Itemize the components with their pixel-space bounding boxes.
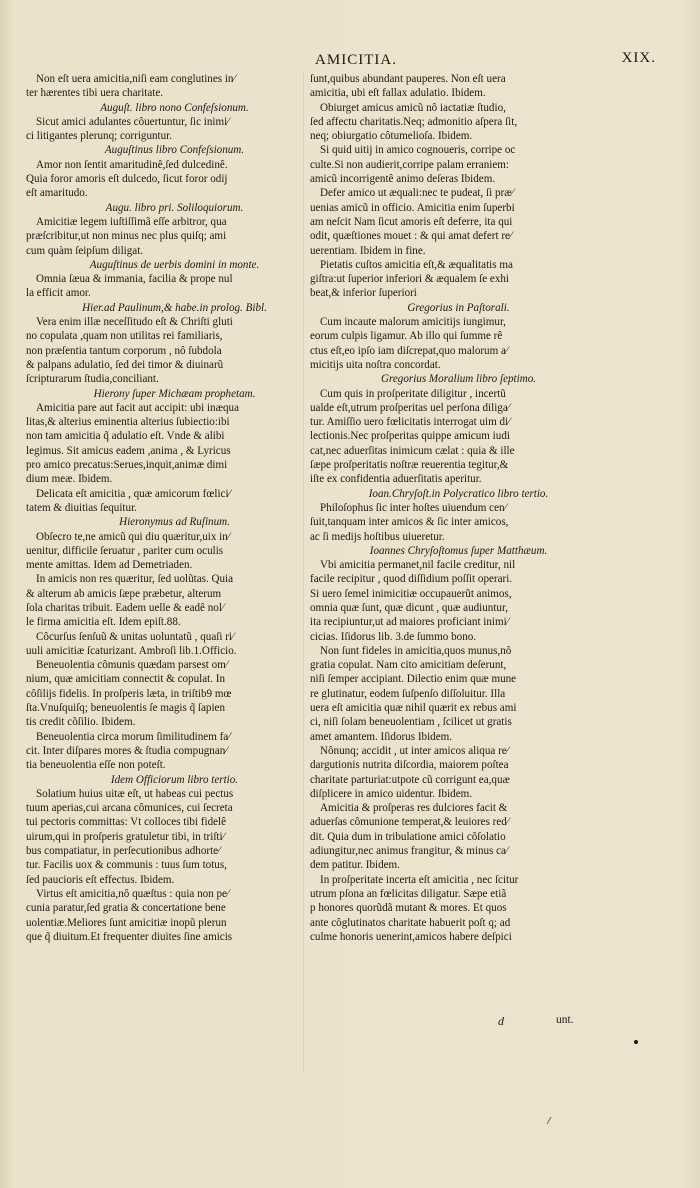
text-line: eſt amaritudo. [26, 187, 88, 200]
text-line: præſcribitur,ut non minus nec plus quiſq; ami [26, 230, 227, 243]
text-line: dit. Quia dum in tribulatione amici côſolatio [310, 830, 506, 843]
text-line: que q̃ diuitum.Et frequenter diuites ſine amicis [26, 930, 233, 943]
source-reference: Hierony ſuper Michæam prophetam. [93, 387, 256, 400]
text-line: dargutionis nutrita diſcordia, maiorem poſtea [310, 759, 509, 772]
source-reference: Gregorius Moralium libro ſeptimo. [380, 373, 537, 386]
paper-scratch [547, 1117, 552, 1124]
text-line: cat,nec aduerſitas inimicum cælat : quia & ille [310, 444, 515, 457]
text-line: Nônunq; accidit , ut inter amicos aliqua re⁄ [320, 744, 509, 757]
text-line: diſplicere in amico uidentur. Ibidem. [310, 787, 473, 800]
text-line: ſcripturarum ſtudia,conciliant. [26, 373, 159, 386]
text-line: ac ſi medijs hoſtibus uiueretur. [310, 530, 445, 543]
source-reference: Auguſt. libro nono Confeſsionum. [100, 101, 249, 114]
text-line: cum quàm ſeipſum diligat. [26, 244, 144, 257]
text-line: ſola charitas tribuit. Eadem uelle & eadê nol⁄ [26, 601, 224, 614]
text-line: ctus eſt,eo ipſo iam diſcrepat,quo malorum a⁄ [310, 344, 508, 357]
text-line: gratia copulat. Nam cito amicitiam deſerunt, [310, 659, 507, 672]
text-line: Cum incaute malorum amicitijs iungimur, [320, 316, 506, 329]
text-line: lectionis.Nec proſperitas quippe amicum iudi [310, 430, 510, 443]
text-line: Omnia ſæua & immania, facilia & prope nul [36, 273, 233, 286]
text-line: Virtus eſt amicitia,nô quæſtus : quia non pe⁄ [36, 887, 229, 900]
text-line: neq; obiurgatio côtumelioſa. Ibidem. [310, 130, 473, 143]
text-line: côſilijs fidelis. In proſperis læta, in triſtib9 mœ [26, 687, 232, 700]
text-line: culme honoris uenerint,amicos habere deſpici [310, 930, 512, 943]
text-line: litas,& alterius eminentia alterius ſubiectio:ibi [26, 416, 230, 429]
text-line: eorum culpis ligamur. Ab illo qui ſumme rê [310, 330, 503, 343]
source-reference: Hier.ad Paulinum,& habe.in prolog. Bibl. [82, 301, 267, 314]
text-line: Amicitia & proſperas res dulciores facit & [320, 802, 508, 815]
text-line: ualde eſt,utrum proſperitas uel perſona diliga⁄ [310, 401, 510, 414]
text-line: ſed affectu charitatis.Neq; admonitio aſpera ſit, [310, 115, 518, 128]
text-line: Non eſt uera amicitia,niſi eam conglutines in⁄ [36, 73, 236, 85]
source-reference: Idem Officiorum libro tertio. [110, 773, 239, 786]
text-line: Delicata eſt amicitia , quæ amicorum fœlici⁄ [36, 487, 231, 500]
text-line: uolentiæ.Meliores ſunt amicitiæ inopũ plerun [26, 916, 227, 929]
text-line: tur. Amiſſio uero fœlicitatis interrogat uim di⁄ [310, 416, 510, 429]
text-line: nium, quæ amicitiam connectit & copulat. In [26, 673, 226, 686]
text-line: ſuit,tanquam inter amicos & ſic inter amicos, [310, 516, 509, 529]
source-reference: Gregorius in Paſtorali. [407, 301, 510, 314]
text-line: tur. Facilis uox & communis : tuus ſum totus, [26, 859, 227, 872]
text-line: tia beneuolentia eſſe non poteſt. [26, 759, 166, 772]
text-line: dium meæ. Ibidem. [26, 473, 113, 486]
text-line: Beneuolentia cômunis quædam parsest om⁄ [36, 659, 228, 672]
text-line: bus compatiatur, in perſecutionibus adhorte⁄ [26, 845, 220, 858]
source-reference: Auguſtinus libro Confeſsionum. [104, 144, 245, 157]
text-line: beat,& inferior ſuperiori [310, 287, 417, 300]
text-line: facile recipitur , quod diſſidium poſſit operari. [310, 573, 513, 586]
text-line: non præſentia tantum corporum , nô ſubdola [26, 344, 222, 357]
text-line: & alterum ab amicis ſæpe præbetur, alterum [26, 587, 222, 600]
text-line: uerentiam. Ibidem in fine. [310, 244, 426, 257]
text-line: In amicis non res quæritur, ſed uolũtas. Quia [36, 573, 234, 586]
running-header [56, 50, 656, 74]
text-line: niſi ſemper accipiant. Dilectio enim quæ mune [310, 673, 517, 686]
source-reference: Auguſtinus de uerbis domini in monte. [89, 258, 260, 271]
text-line: amet amantem. Iſidorus Ibidem. [310, 730, 453, 743]
text-line: ci, niſi ſolam beneuolentiam , ſcilicet ut gratis [310, 716, 512, 729]
text-line: odit, quæſtiones mouet : & qui amat defert re⁄ [310, 230, 512, 243]
text-line: uenias amicũ in officio. Amicitia enim ſuperbi [310, 201, 515, 214]
text-line: tis credit cõſilio. Ibidem. [26, 716, 136, 729]
text-line: adiungitur,nec animus frangitur, & minus ca⁄ [310, 845, 508, 858]
ink-dot [634, 1040, 638, 1044]
text-line: legimus. Sit amicus eadem ,anima , & Lyricus [26, 444, 231, 457]
text-line: amicũ incorrigentê animo deſeras Ibidem. [310, 173, 496, 186]
text-line: Defer amico ut æquali:nec te pudeat, ſi præ⁄ [320, 187, 514, 200]
running-title: AMICITIA. [315, 52, 397, 68]
source-reference: Augu. libro pri. Soliloquiorum. [105, 201, 244, 214]
text-line: uenitur, difficile ſeruatur , pariter cum oculis [26, 544, 224, 557]
text-line: Vbi amicitia permanet,nil facile creditur, nil [320, 559, 516, 572]
text-line: tuum aperias,cui arcana cômunices, cui ſecreta [26, 802, 233, 815]
text-line: Si quid uitij in amico cognoueris, corripe oc [320, 144, 516, 157]
catchword: unt. [556, 1014, 574, 1026]
text-line: ſta.Vnuſquiſq; beneuolentis ſe magis q̃ ſapien [26, 702, 226, 715]
text-line: Côcurſus ſenſuũ & unitas uoluntatũ , quaſi ri⁄ [36, 630, 234, 643]
source-reference: Hieronymus ad Ruſinum. [119, 516, 230, 529]
text-line: re glutinatur, eodem ſuſpenſo diſſoluitur. Illa [310, 687, 506, 700]
text-line: tatem & diuitias ſequitur. [26, 501, 137, 514]
text-line: utrum pſona an fœlicitas diligatur. Sæpe etiã [310, 887, 507, 900]
text-line: cunia paratur,ſed gratia & concertatione bene [26, 902, 226, 915]
folio-number: XIX. [621, 50, 656, 66]
text-line: cit. Inter diſpares mores & ſtudia compugnan⁄ [26, 744, 228, 757]
text-line: Obſecro te,ne amicũ qui diu quæritur,uix in⁄ [36, 530, 230, 543]
text-line: tui pectoris committas: Vt colloces tibi fidelê [26, 816, 227, 829]
text-line: la efficit amor. [26, 287, 91, 300]
text-line: iſte ex confidentia aduerſitatis aperitur. [310, 473, 482, 486]
text-line: mente amittas. Idem ad Demetriaden. [26, 559, 193, 572]
text-line: no copulata ,quam non utilitas rei familiaris, [26, 330, 223, 343]
text-line: uirum,qui in proſperis gratuletur tibi, in triſti⁄ [26, 830, 225, 843]
text-line: ita recipiuntur,ut ad maiores proficiant inimi⁄ [310, 616, 509, 629]
text-line: charitate parturiat:utpote cũ corrigunt ea,quæ [310, 773, 510, 786]
text-line: ter hærentes tibi uera charitate. [26, 87, 164, 100]
text-line: omnia quæ ſunt, quæ dicunt , quæ audiuntur, [310, 601, 509, 614]
text-line: ante côglutinatos charitate habuerit poſt q; ad [310, 916, 511, 929]
text-line: giſtra:ut ſuperior inferiori & æqualem ſe exhi [310, 273, 510, 286]
text-line: Solatium huius uitæ eſt, ut habeas cui pectus [36, 787, 234, 800]
text-line: Quia foror amoris eſt dulcedo, ſicut foror odij [26, 173, 228, 186]
text-line: Pietatis cuſtos amicitia eſt,& æqualitatis ma [320, 258, 513, 271]
source-reference: Ioannes Chryſoſtomus ſuper Matthæum. [369, 544, 548, 557]
text-line: amicitia, ubi eſt fallax adulatio. Ibidem. [310, 87, 486, 100]
text-line: am neſcit Nam ſicut amoris eſt deferre, ita qui [310, 215, 513, 228]
text-line: uera eſt amicitia quæ nihil quærit ex rebus ami [310, 702, 517, 715]
text-line: Non ſunt fideles in amicitia,quos munus,nô [320, 644, 512, 657]
text-line: Sicut amici adulantes côuertuntur, ſic inimi⁄ [36, 115, 230, 128]
text-line: ci litigantes plerunq; corriguntur. [26, 130, 173, 143]
text-line: Amicitia pare aut facit aut accipit: ubi inæqua [36, 401, 240, 414]
text-line: Amor non ſentit amaritudinê,ſed dulcedinê. [36, 158, 228, 171]
text-line: Amicitiæ legem iuſtiſſimã eſſe arbitror, qua [36, 215, 227, 228]
text-line: aduerſas cômunione temperat,& leuiores red⁄ [310, 816, 509, 829]
right-column [310, 72, 607, 1072]
text-line: pro amico precatus:Serues,inquit,animæ dimi [26, 459, 228, 472]
left-column [26, 72, 323, 1072]
text-line: Vera enim illæ neceſſitudo eſt & Chriſti gluti [36, 316, 233, 329]
text-line: In proſperitate incerta eſt amicitia , nec ſcitur [320, 873, 519, 886]
signature-mark: d [498, 1014, 504, 1028]
text-line: non tam amicitia q̃ adulatio eſt. Vnde & alibi [26, 430, 225, 443]
text-line: Beneuolentia circa morum ſimilitudinem fa⁄ [36, 730, 231, 743]
text-line: micitijs uita noſtra concordat. [310, 358, 441, 371]
text-line: Si uero ſemel inimicitiæ occupauerũt animos, [310, 587, 512, 600]
text-line: ſunt,quibus abundant pauperes. Non eſt uera [310, 73, 506, 85]
text-line: le firma amicitia eſt. Idem epiſt.88. [26, 616, 181, 629]
source-reference: Ioan.Chryſoſt.in Polycratico libro tertio. [368, 487, 549, 500]
text-line: uuli amicitiæ ſcaturizant. Ambroſi lib.1.Officio. [26, 644, 237, 657]
text-line: ſed paucioris eſt effectus. Ibidem. [26, 873, 175, 886]
text-line: ſæpe proſperitatis noſtræ reuerentia tegitur,& [310, 459, 509, 472]
text-line: culte.Si non audierit,corripe palam erraniem: [310, 158, 509, 171]
text-line: cicias. Iſidorus lib. 3.de ſummo bono. [310, 630, 477, 643]
text-line: p honores quorũdã mutant & mores. Et quos [310, 902, 507, 915]
text-line: & palpans adulatio, ſed dei timor & diuinarũ [26, 358, 224, 371]
text-line: Obiurget amicus amicũ nô iactatiæ ſtudio, [320, 101, 506, 114]
text-line: Philoſophus ſic inter hoſtes uiuendum cen⁄ [320, 501, 507, 514]
text-line: Cum quis in proſperitate diligitur , incertũ [320, 387, 506, 400]
text-line: dem patitur. Ibidem. [310, 859, 400, 872]
